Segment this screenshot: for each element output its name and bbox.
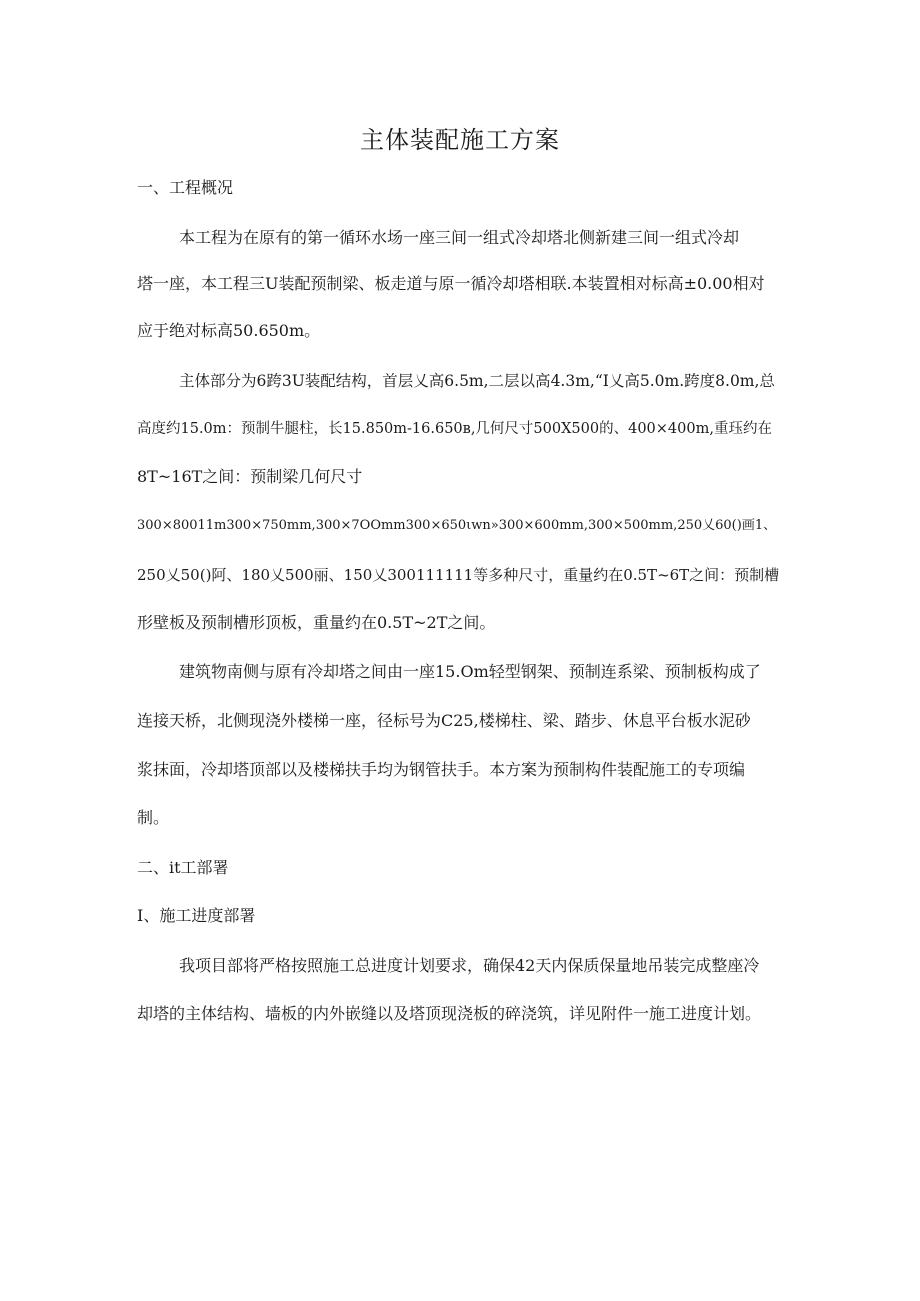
text-line: 我项目部将严格按照施工总进度计划要求，确保42天内保质保量地吊装完成整座冷 bbox=[179, 956, 760, 975]
subsection-heading-schedule: I、施工进度部署 bbox=[137, 906, 256, 925]
text-line: 高度约15.0m：预制牛腿柱，长15.850m-16.650ʙ,几何尺寸500X500的、400×400m,重珏约在 bbox=[137, 421, 772, 437]
section-heading-overview: 一、工程概况 bbox=[137, 178, 234, 197]
text-line: 建筑物南侧与原有冷却塔之间由一座15.Om轻型钢架、预制连系梁、预制板构成了 bbox=[179, 662, 761, 681]
text-line: 连接天桥，北侧现浇外楼梯一座，径标号为C25,楼梯柱、梁、踏步、休息平台板水泥砂 bbox=[137, 711, 751, 730]
text-line: 本工程为在原有的第一循环水场一座三间一组式冷却塔北侧新建三间一组式冷却 bbox=[179, 228, 740, 247]
text-line: 塔一座，本工程三U装配预制梁、板走道与原一循冷却塔相联.本装置相对标高±0.00相对 bbox=[137, 274, 765, 293]
text-line: 却塔的主体结构、墙板的内外嵌缝以及塔顶现浇板的碎浇筑，详见附件一施工进度计划。 bbox=[137, 1004, 762, 1023]
text-line: 300×80011m300×750mm,300×7OOmm300×650ιwn»300×600mm,300×500mm,250乂60()画1、 bbox=[137, 518, 777, 533]
document-title: 主体装配施工方案 bbox=[360, 126, 560, 154]
text-line: 250乂50()阿、180乂500丽、150乂300111111等多种尺寸，重量约在0.5T~6T之间：预制槽 bbox=[137, 566, 780, 584]
text-line: 制。 bbox=[137, 808, 170, 827]
text-line: 8T~16T之间：预制梁几何尺寸 bbox=[137, 467, 363, 486]
text-line: 形壁板及预制槽形顶板，重量约在0.5T~2T之间。 bbox=[137, 613, 496, 632]
text-line: 浆抹面，冷却塔顶部以及楼梯扶手均为钢管扶手。本方案为预制构件装配施工的专项编 bbox=[137, 760, 746, 779]
section-heading-deployment: 二、it工部署 bbox=[137, 858, 229, 877]
text-line: 主体部分为6跨3U装配结构，首层乂高6.5m,二层以高4.3m,“I乂高5.0m.跨度8.0m,总 bbox=[179, 372, 775, 390]
text-line: 应于绝对标高50.650m。 bbox=[137, 321, 321, 340]
